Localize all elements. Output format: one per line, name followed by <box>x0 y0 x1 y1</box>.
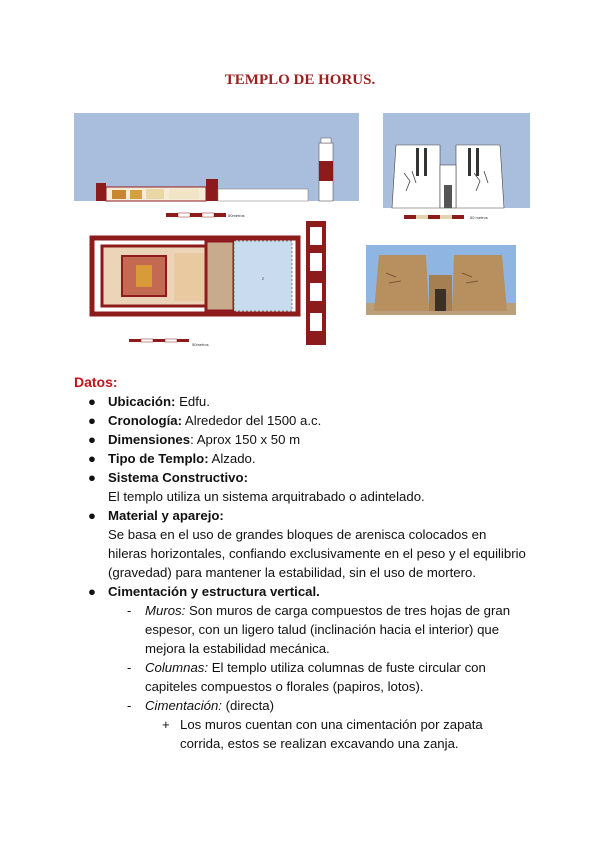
list-item-location: ● Ubicación: Edfu. <box>88 394 210 409</box>
sublist-item-columns: - Columnas: El templo utiliza columnas de fuste circular con capiteles compuestos o florales (papiros, lotos). <box>127 660 486 694</box>
plan-number: 2 <box>261 276 265 281</box>
front-scale-bar <box>404 215 488 220</box>
sub-sublist-item-strip-footing: + Los muros cuentan con una cimentación por zapata corrida, estos se realizan excavando una zanja. <box>162 717 483 751</box>
temple-front-elevation <box>383 113 530 208</box>
list-item-temple-type: ● Tipo de Templo: Alzado. <box>88 451 256 466</box>
temple-ground-plan <box>92 221 326 345</box>
front-scale-label: 50 metros <box>470 215 488 220</box>
plan-scale-label: 50metros <box>192 342 209 347</box>
list-item-dimensions: ● Dimensiones: Aprox 150 x 50 m <box>88 432 301 447</box>
plan-scale-bar <box>129 339 209 347</box>
list-item-construction-system: ● Sistema Constructivo: El templo utiliza un sistema arquitrabado o adintelado. <box>88 470 425 504</box>
elevation-scale-bar <box>166 213 245 218</box>
list-item-chronology: ● Cronología: Alrededor del 1500 a.c. <box>88 413 322 428</box>
list-item-material: ● Material y aparejo: Se basa en el uso de grandes bloques de arenisca colocados en hileras horizontales, confiando exclusivamente en el peso y el equilibrio (gravedad) para mantener la estabilidad, sin el uso de mortero. <box>88 508 526 580</box>
section-heading: Datos: <box>74 374 118 390</box>
sublist-item-walls: - Muros: Son muros de carga compuestos de tres hojas de gran espesor, con un ligero talud (inclinación hacia el interior) que mejora la estabilidad mecánica. <box>127 603 511 656</box>
data-list <box>0 392 600 753</box>
temple-longitudinal-section <box>74 113 359 207</box>
sublist-item-foundation: - Cimentación: (directa) <box>127 698 274 713</box>
temple-pylon-photo <box>366 245 516 315</box>
elevation-scale-label: 50metros <box>228 213 245 218</box>
page-title: TEMPLO DE HORUS. <box>224 72 376 88</box>
temple-drawings-figure <box>74 113 530 375</box>
list-item-foundation-structure: ● Cimentación y estructura vertical. <box>88 584 320 599</box>
